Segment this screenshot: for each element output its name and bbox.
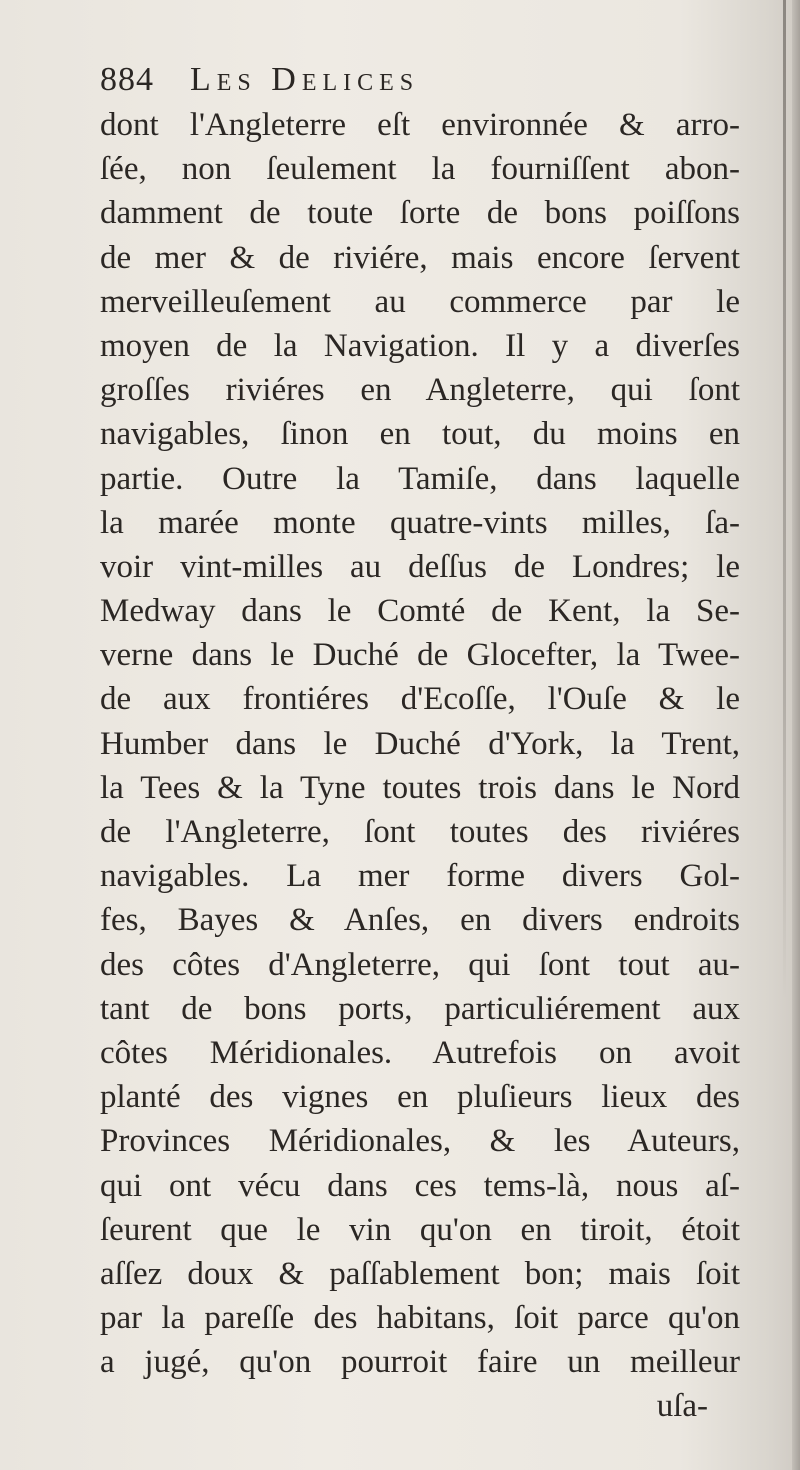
text-line: ſeurent que le vin qu'on en tiroit, étoit bbox=[100, 1211, 740, 1248]
text-line: qui ont vécu dans ces tems-là, nous aſ- bbox=[100, 1167, 740, 1204]
text-line: Medway dans le Comté de Kent, la Se- bbox=[100, 593, 740, 630]
text-line: partie. Outre la Tamiſe, dans laquelle bbox=[100, 460, 740, 497]
text-line: aſſez doux & paſſablement bon; mais ſoit bbox=[100, 1255, 740, 1292]
text-line: de aux frontiéres d'Ecoſſe, l'Ouſe & le bbox=[100, 681, 740, 718]
running-title: Les Delices bbox=[190, 61, 420, 98]
page-fold-shadow bbox=[783, 0, 786, 1000]
text-line: Humber dans le Duché d'York, la Trent, bbox=[100, 725, 740, 762]
text-line: Provinces Méridionales, & les Auteurs, bbox=[100, 1123, 740, 1160]
text-line: de mer & de riviére, mais encore ſervent bbox=[100, 239, 740, 276]
text-line: navigables. La mer forme divers Gol- bbox=[100, 858, 740, 895]
text-line: par la pareſſe des habitans, ſoit parce qu'on bbox=[100, 1300, 740, 1337]
text-line: la Tees & la Tyne toutes trois dans le Nord bbox=[100, 769, 740, 806]
running-header bbox=[100, 56, 740, 104]
page-number: 884 bbox=[100, 61, 154, 98]
text-line: côtes Méridionales. Autrefois on avoit bbox=[100, 1034, 740, 1071]
text-line: de l'Angleterre, ſont toutes des riviéres bbox=[100, 814, 740, 850]
text-line: moyen de la Navigation. Il y a diverſes bbox=[100, 327, 740, 364]
text-line: merveilleuſement au commerce par le bbox=[100, 283, 740, 320]
text-line: groſſes riviéres en Angleterre, qui ſont bbox=[100, 372, 740, 409]
text-line: planté des vignes en pluſieurs lieux des bbox=[100, 1079, 740, 1116]
text-line: tant de bons ports, particuliérement aux bbox=[100, 990, 740, 1027]
text-line: dont l'Angleterre eſt environnée & arro- bbox=[100, 107, 740, 143]
body-text bbox=[100, 103, 740, 1429]
catchword: uſa- bbox=[656, 1388, 708, 1425]
page-edge bbox=[792, 0, 800, 1470]
text-line: navigables, ſinon en tout, du moins en bbox=[100, 416, 740, 453]
text-line: fes, Bayes & Anſes, en divers endroits bbox=[100, 902, 740, 939]
text-line: a jugé, qu'on pourroit faire un meilleur bbox=[100, 1344, 740, 1381]
text-line: la marée monte quatre-vints milles, ſa- bbox=[100, 504, 740, 541]
text-line: verne dans le Duché de Glocefter, la Twee- bbox=[100, 637, 740, 674]
text-line: des côtes d'Angleterre, qui ſont tout au- bbox=[100, 946, 740, 983]
text-line: damment de toute ſorte de bons poiſſons bbox=[100, 195, 740, 232]
text-line: voir vint-milles au deſſus de Londres; le bbox=[100, 548, 740, 585]
text-line: ſée, non ſeulement la fourniſſent abon- bbox=[100, 151, 740, 188]
